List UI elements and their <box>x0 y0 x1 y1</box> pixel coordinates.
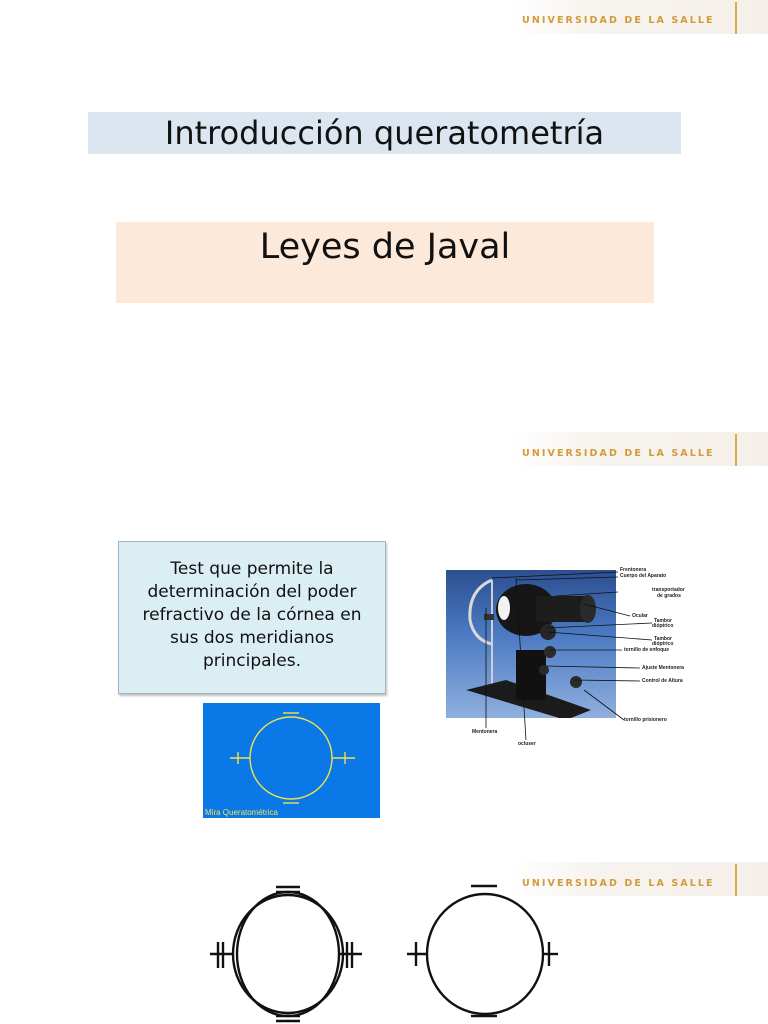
label-control-altura: Control de Altura <box>642 678 683 684</box>
definition-box <box>118 541 386 694</box>
label-tornillo-prisionero: tornillo prisionero <box>624 717 667 723</box>
logo-divider <box>735 434 737 466</box>
university-logo-text: UNIVERSIDAD DE LA SALLE <box>522 878 715 889</box>
definition-line: sus dos meridianos <box>169 628 335 648</box>
label-tornillo-enfoque: tornillo de enfoque <box>624 647 669 653</box>
slide-title: Introducción queratometría <box>88 112 681 154</box>
definition-line: refractivo de la córnea en <box>142 605 362 625</box>
mires-comparison <box>200 872 570 1024</box>
keratometric-mire-image <box>203 703 380 818</box>
university-logo-text: UNIVERSIDAD DE LA SALLE <box>522 448 715 459</box>
label-tambor-1: Tambor <box>654 618 672 624</box>
label-tambor-1b: dióptrico <box>652 623 674 629</box>
university-logo-text: UNIVERSIDAD DE LA SALLE <box>522 15 715 26</box>
label-tambor-2b: dióptrico <box>652 641 674 647</box>
label-mentonera: Mentonera <box>472 729 498 735</box>
label-tambor-2: Tambor <box>654 636 672 642</box>
definition-line: determinación del poder <box>147 582 357 602</box>
label-transportador-2: de grados <box>657 593 681 599</box>
keratometer-diagram <box>446 568 710 748</box>
mire-drawing <box>203 703 380 818</box>
label-cuerpo: Cuerpo del Aparato <box>620 573 667 579</box>
logo-divider <box>735 864 737 896</box>
doubled-mire-icon <box>210 887 362 1021</box>
definition-line: Test que permite la <box>170 559 334 579</box>
label-ajuste-mentonera: Ajuste Mentonera <box>642 665 684 671</box>
label-transportador: transportador <box>652 587 685 593</box>
single-mire-icon <box>407 886 558 1016</box>
mire-caption: Mira Queratométrica <box>205 808 278 817</box>
definition-line: principales. <box>203 651 301 671</box>
slide-subtitle: Leyes de Javal <box>116 222 654 303</box>
label-ocular: Ocular <box>632 613 648 619</box>
label-ocluser: ocluser <box>518 741 536 747</box>
label-frentonera: Frentonera <box>620 567 647 573</box>
logo-divider <box>735 2 737 34</box>
